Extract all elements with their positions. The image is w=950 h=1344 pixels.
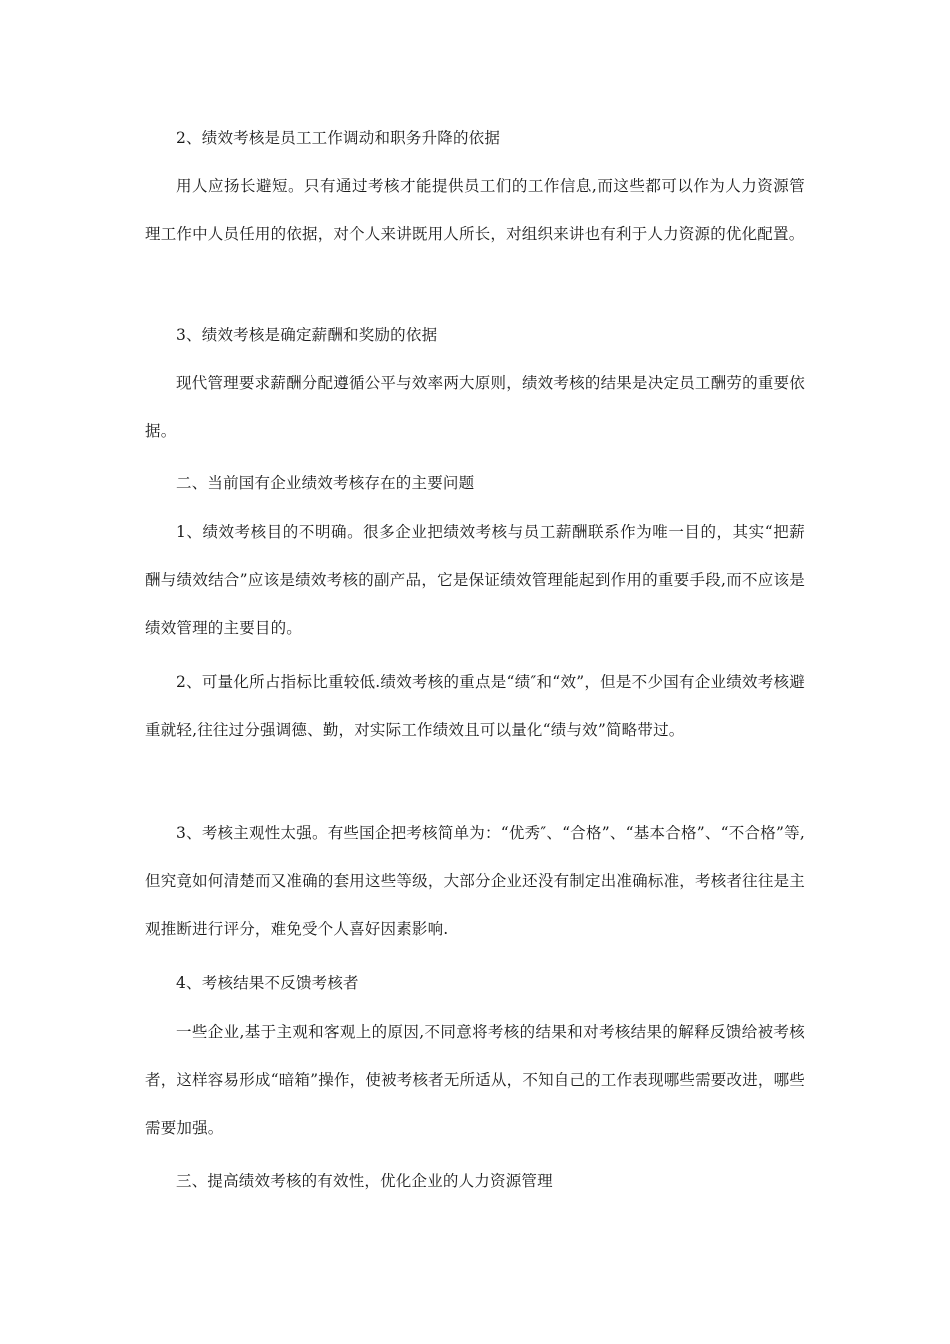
body-paragraph: 一些企业,基于主观和客观上的原因,不同意将考核的结果和对考核结果的解释反馈给被考核者，这样容易形成“暗箱”操作，使被考核者无所适从，不知自己的工作表现哪些需要改进，哪些需要加强。 xyxy=(145,1023,805,1137)
body-paragraph: 3、考核主观性太强。有些国企把考核简单为：“优秀″、“合格”、“基本合格”、“不合格”等,但究竟如何清楚而又准确的套用这些等级，大部分企业还没有制定出准确标准，考核者往往是主观推断进行评分，难免受个人喜好因素影响. xyxy=(145,824,805,938)
section-heading: 4、考核结果不反馈考核者 xyxy=(176,974,359,992)
body-paragraph: 现代管理要求薪酬分配遵循公平与效率两大原则，绩效考核的结果是决定员工酬劳的重要依据。 xyxy=(145,374,805,440)
chapter-heading: 二、当前国有企业绩效考核存在的主要问题 xyxy=(176,474,475,492)
body-paragraph: 用人应扬长避短。只有通过考核才能提供员工们的工作信息,而这些都可以作为人力资源管理工作中人员任用的依据，对个人来讲既用人所长，对组织来讲也有利于人力资源的优化配置。 xyxy=(145,177,805,243)
section-heading: 2、绩效考核是员工工作调动和职务升降的依据 xyxy=(176,129,501,147)
body-paragraph: 2、可量化所占指标比重较低.绩效考核的重点是“绩″和“效”，但是不少国有企业绩效考核避重就轻,往往过分强调德、勤，对实际工作绩效且可以量化“绩与效”简略带过。 xyxy=(145,673,805,739)
section-heading: 3、绩效考核是确定薪酬和奖励的依据 xyxy=(176,326,438,344)
body-paragraph: 1、绩效考核目的不明确。很多企业把绩效考核与员工薪酬联系作为唯一目的，其实“把薪酬与绩效结合”应该是绩效考核的副产品，它是保证绩效管理能起到作用的重要手段,而不应该是绩效管理的主要目的。 xyxy=(145,523,805,637)
chapter-heading: 三、提高绩效考核的有效性，优化企业的人力资源管理 xyxy=(176,1172,553,1190)
